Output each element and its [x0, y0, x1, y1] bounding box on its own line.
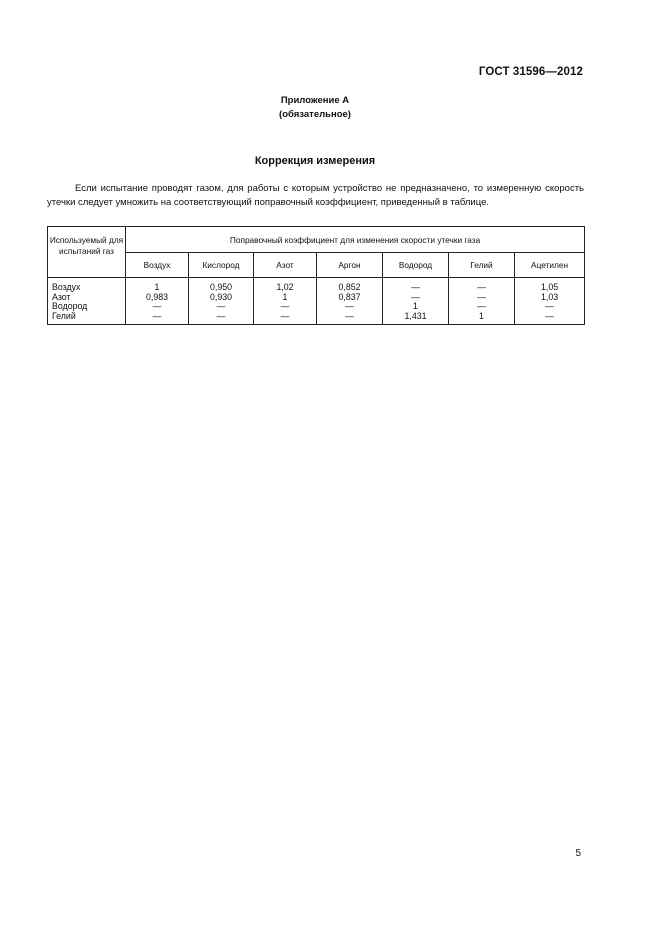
table-cell: 0,852 — [317, 278, 383, 293]
table-row — [48, 312, 585, 325]
column-header: Кислород — [189, 253, 254, 278]
appendix-heading — [0, 94, 630, 122]
body-paragraph: Если испытание проводят газом, для работы с которым устройство не предназначено, то измеренную скорость утечки следует умножить на соответствующий поправочный коэффициент, приведенный в таблице. — [47, 183, 584, 208]
column-header: Воздух — [126, 253, 189, 278]
column-header: Водород — [383, 253, 449, 278]
row-gas-name: Гелий — [48, 312, 126, 325]
table-cell: — — [515, 302, 585, 312]
appendix-status: (обязательное) — [279, 109, 351, 120]
table-cell: — — [189, 312, 254, 325]
table-cell: 1 — [383, 302, 449, 312]
row-gas-name: Водород — [48, 302, 126, 312]
coefficient-group-header: Поправочный коэффициент для изменения скорости утечки газа — [126, 227, 585, 253]
section-title: Коррекция измерения — [254, 155, 376, 167]
table-cell: — — [254, 302, 317, 312]
gas-column-header: Используемый для испытаний газ — [48, 227, 126, 278]
column-header: Гелий — [449, 253, 515, 278]
table-cell: — — [383, 293, 449, 303]
table-cell: — — [189, 302, 254, 312]
table-cell: 0,950 — [189, 278, 254, 293]
table-row — [48, 293, 585, 303]
appendix-title: Приложение А — [280, 95, 350, 106]
table-cell: 1,431 — [383, 312, 449, 325]
table-cell: 1 — [126, 278, 189, 293]
table-row — [48, 278, 585, 293]
column-header: Ацетилен — [515, 253, 585, 278]
table-cell: 1 — [254, 293, 317, 303]
table-cell: 1,03 — [515, 293, 585, 303]
correction-table — [47, 226, 585, 325]
table-row — [48, 302, 585, 312]
table-cell: 0,837 — [317, 293, 383, 303]
table-cell: — — [317, 312, 383, 325]
table-cell: 1,05 — [515, 278, 585, 293]
table-cell: — — [126, 302, 189, 312]
table-cell: — — [126, 312, 189, 325]
row-gas-name: Азот — [48, 293, 126, 303]
table-cell: — — [449, 293, 515, 303]
table-cell: 0,983 — [126, 293, 189, 303]
table-cell: — — [449, 302, 515, 312]
table-cell: 1 — [449, 312, 515, 325]
table-cell: 1,02 — [254, 278, 317, 293]
table-cell: — — [449, 278, 515, 293]
column-header: Азот — [254, 253, 317, 278]
table-cell: 0,930 — [189, 293, 254, 303]
row-gas-name: Воздух — [48, 278, 126, 293]
table-cell: — — [254, 312, 317, 325]
table-cell: — — [515, 312, 585, 325]
page-number: 5 — [575, 848, 581, 859]
column-header: Аргон — [317, 253, 383, 278]
table-cell: — — [317, 302, 383, 312]
table-cell: — — [383, 278, 449, 293]
document-code: ГОСТ 31596—2012 — [478, 66, 583, 78]
